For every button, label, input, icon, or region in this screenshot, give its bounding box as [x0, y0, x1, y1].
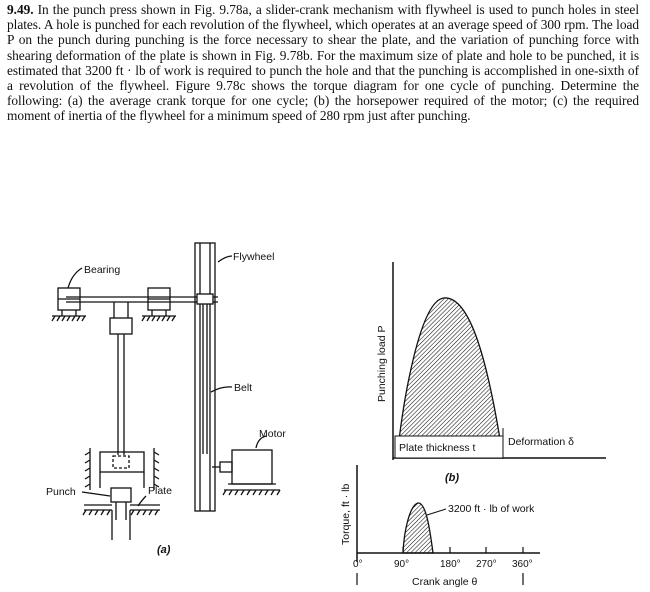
figure-c-ylabel: Torque, ft · lb — [340, 483, 352, 545]
figure-c-xlabel: Crank angle θ — [412, 576, 478, 588]
belt-leader — [211, 387, 232, 392]
problem-text: In the punch press shown in Fig. 9.78a, a slider-crank mechanism with flywheel is used to punch holes in steel plates. A hole is punched for each revolution of the flywheel, which operates at an average speed of 300 rpm. The load P on the punch during punching is the force necessary to shear the plate, and the variation of punching force with shearing deformation of the plate is shown in Fig. 9.78b. For the maximum size of plate and hole to be punched, it is estimated that 3200 ft · lb of work is required to punch the hole and that the punching is accomplished in one-sixth of a revolution of the flywheel. Figure 9.78c shows the torque diagram for one cycle of punching. Determine the following: (a) the average crank torque for one cycle; (b) the horsepower required of the motor; (c) the required moment of inertia of the flywheel for a minimum speed of 280 rpm just after punching. — [7, 2, 639, 124]
flywheel — [195, 243, 215, 511]
tick-180: 180° — [440, 559, 461, 570]
crank-throw — [110, 318, 132, 334]
bearing-left — [52, 288, 86, 321]
torque-work-area — [403, 503, 433, 553]
tick-360: 360° — [512, 559, 533, 570]
bearing-right — [142, 288, 176, 321]
tick-0: 0° — [353, 559, 363, 570]
label-bearing: Bearing — [84, 264, 121, 276]
figure-b-ylabel: Punching load P — [376, 325, 388, 402]
problem-number: 9.49. — [7, 2, 34, 17]
bearing-leader — [68, 268, 82, 288]
label-plate: Plate — [148, 485, 172, 497]
motor — [212, 450, 280, 495]
figure-b-xlabel-left: Plate thickness t — [399, 442, 476, 454]
label-punch: Punch — [46, 486, 76, 498]
label-belt: Belt — [234, 382, 253, 394]
tick-90: 90° — [394, 559, 410, 570]
figure-b-xlabel-right: Deformation δ — [508, 436, 574, 448]
caption-a: (a) — [157, 544, 171, 556]
belt — [203, 304, 207, 454]
crosshead — [85, 448, 159, 490]
label-motor: Motor — [259, 428, 286, 440]
figure-c-annotation: 3200 ft · lb of work — [448, 503, 535, 515]
figure-b-load-curve — [393, 262, 606, 460]
punching-load-curve — [397, 298, 503, 458]
flywheel-leader — [218, 256, 232, 262]
label-flywheel: Flywheel — [233, 251, 275, 263]
tick-270: 270° — [476, 559, 497, 570]
caption-b: (b) — [445, 472, 460, 484]
